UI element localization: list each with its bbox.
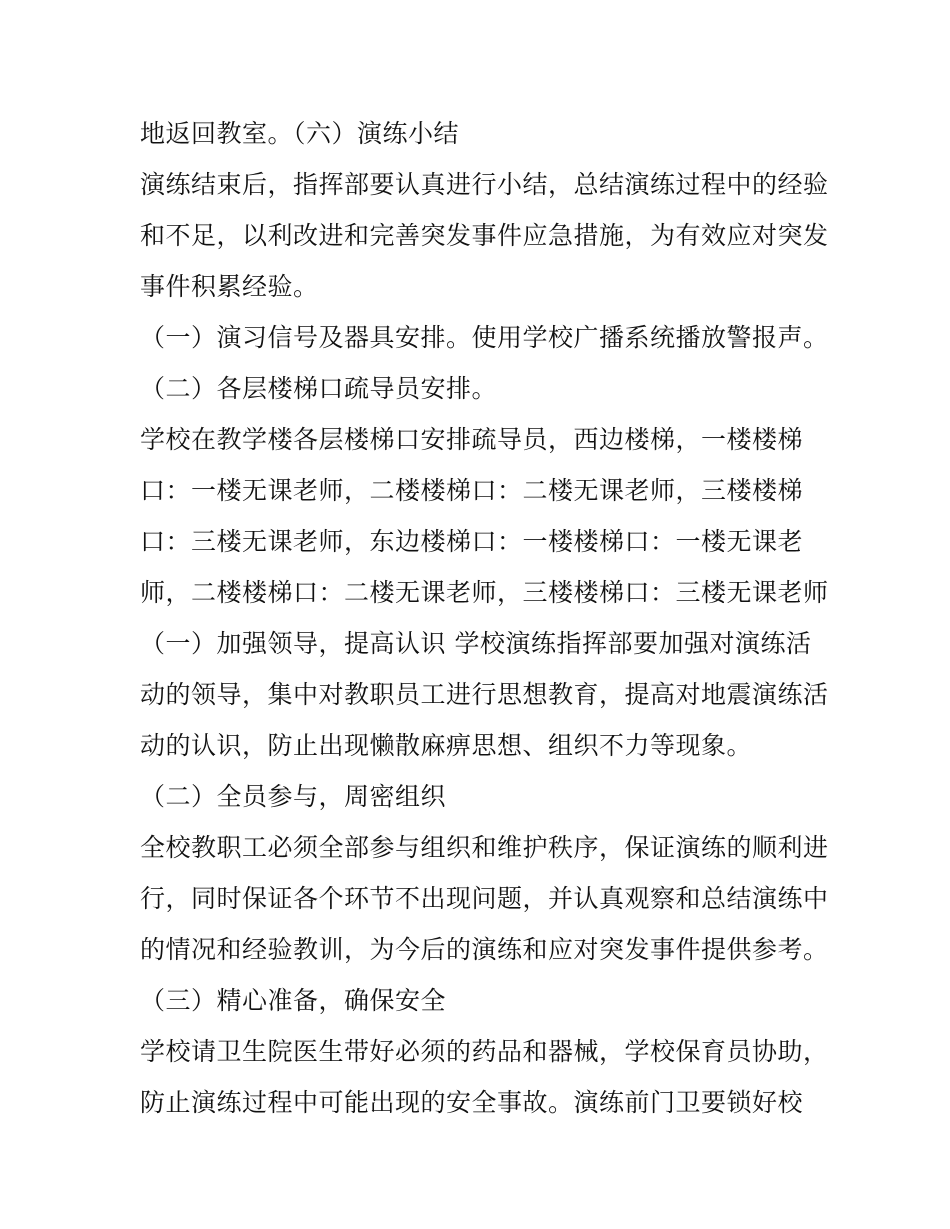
text-line: 演练结束后，指挥部要认真进行小结，总结演练过程中的经验 <box>140 170 829 199</box>
text-line: （二）全员参与，周密组织 <box>140 782 447 811</box>
text-line: （三）精心准备，确保安全 <box>140 986 447 1015</box>
text-line: 学校在教学楼各层楼梯口安排疏导员，西边楼梯，一楼楼梯 <box>140 425 804 454</box>
text-line: 师，二楼楼梯口：二楼无课老师，三楼楼梯口：三楼无课老师 <box>140 578 829 607</box>
text-line: 全校教职工必须全部参与组织和维护秩序，保证演练的顺利进 <box>140 833 829 862</box>
text-line: 口：三楼无课老师，东边楼梯口：一楼楼梯口：一楼无课老 <box>140 527 804 556</box>
text-line: 事件积累经验。 <box>140 272 319 301</box>
text-line: 动的认识，防止出现懒散麻痹思想、组织不力等现象。 <box>140 731 753 760</box>
document-body <box>140 108 829 1128</box>
text-line: 学校请卫生院医生带好必须的药品和器械，学校保育员协助， <box>140 1037 829 1066</box>
text-line: 口：一楼无课老师，二楼楼梯口：二楼无课老师，三楼楼梯 <box>140 476 804 505</box>
text-line: （一）加强领导，提高认识 学校演练指挥部要加强对演练活 <box>140 629 812 658</box>
text-line: 防止演练过程中可能出现的安全事故。演练前门卫要锁好校 <box>140 1088 804 1117</box>
text-line: 和不足，以利改进和完善突发事件应急措施，为有效应对突发 <box>140 221 829 250</box>
text-line: 的情况和经验教训，为今后的演练和应对突发事件提供参考。 <box>140 935 829 964</box>
text-line: 地返回教室。（六）演练小结 <box>140 119 460 148</box>
text-line: 行，同时保证各个环节不出现问题，并认真观察和总结演练中 <box>140 884 829 913</box>
text-line: 动的领导，集中对教职员工进行思想教育，提高对地震演练活 <box>140 680 829 709</box>
text-line: （二）各层楼梯口疏导员安排。 <box>140 374 498 403</box>
text-line: （一）演习信号及器具安排。使用学校广播系统播放警报声。 <box>140 323 829 352</box>
